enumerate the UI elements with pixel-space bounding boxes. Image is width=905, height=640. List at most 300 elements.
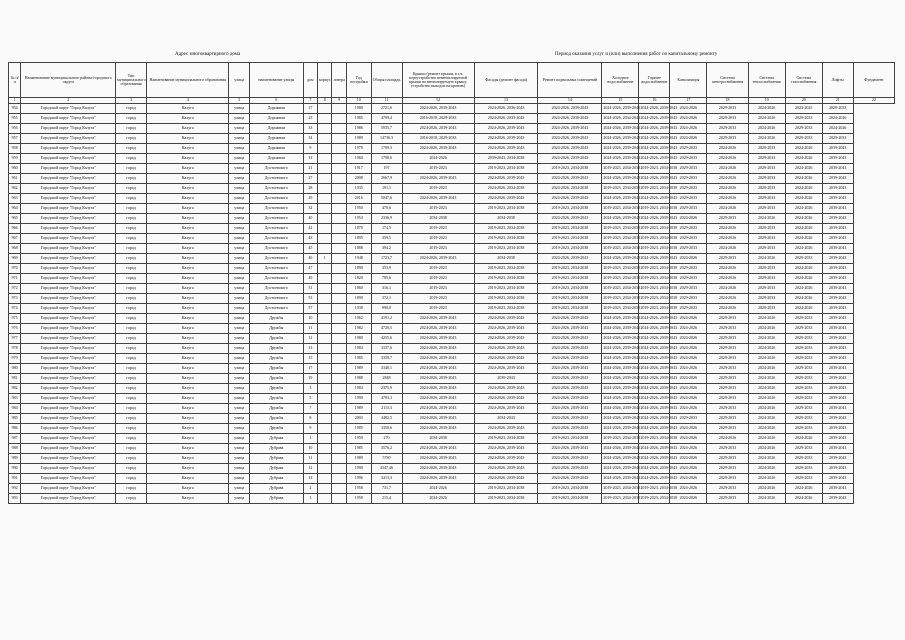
cell-value: 2039-2043 — [822, 404, 853, 414]
column-number: 2 — [21, 98, 116, 104]
cell-value: 2019-2023, 2034-2038 — [538, 434, 602, 444]
cell-value: 2029-2033 — [707, 214, 748, 224]
cell-value — [318, 464, 332, 474]
cell-value: 2029-2033 — [707, 354, 748, 364]
row-number: 973 — [9, 294, 21, 304]
column-number: 8 — [318, 98, 332, 104]
cell-value: 2024-2026 — [785, 164, 822, 174]
cell-value: 1860 — [346, 284, 371, 294]
cell-value: улица — [229, 344, 250, 354]
cell-value: 2024-2026 — [748, 114, 785, 124]
table-row — [9, 274, 895, 284]
cell-value: 2034-2038 — [402, 214, 474, 224]
cell-value: 3 — [303, 494, 317, 504]
table-row — [9, 394, 895, 404]
cell-value: 4255,6 — [371, 334, 402, 344]
mo-name: Калуга — [147, 224, 229, 234]
municipality-name: Городской округ "Город Калуга" — [21, 184, 116, 194]
cell-value: 2019-2023, 2034-2038 — [474, 294, 538, 304]
cell-value: 2024-2026 — [670, 324, 707, 334]
cell-value: 2039-2043 — [822, 184, 853, 194]
cell-value: 2024-2026 — [748, 324, 785, 334]
cell-value: 998,8 — [371, 304, 402, 314]
row-number: 970 — [9, 264, 21, 274]
cell-value — [332, 114, 346, 124]
table-row — [9, 374, 895, 384]
cell-value: 1723,7 — [371, 254, 402, 264]
cell-value: 2019-2023, 2034-2038 — [474, 434, 538, 444]
cell-value: 2029-2033 — [670, 184, 707, 194]
cell-value: 2024-2026, 2034-2043 — [602, 114, 639, 124]
row-number: 989 — [9, 454, 21, 464]
cell-value: 2024-2026, 2039-2043 — [474, 404, 538, 414]
table-row — [9, 354, 895, 364]
table-row — [9, 494, 895, 504]
cell-value: улица — [229, 134, 250, 144]
cell-value: 2034-2038 — [474, 214, 538, 224]
mo-type: город — [116, 364, 147, 374]
cell-value: 2019-2023, 2034-2038 — [639, 484, 670, 494]
cell-value: 2029-2033 — [748, 184, 785, 194]
cell-value: 2024-2026 — [748, 254, 785, 264]
cell-value: 2024-2026, 2034-2038 — [474, 184, 538, 194]
cell-value: 2039-2043 — [822, 304, 853, 314]
cell-value: 11 — [303, 454, 317, 464]
cell-value — [332, 414, 346, 424]
table-row — [9, 204, 895, 214]
cell-value: 2019-2023, 2034-2038 — [474, 234, 538, 244]
cell-value: 1890 — [346, 264, 371, 274]
municipality-name: Городской округ "Город Калуга" — [21, 394, 116, 404]
cell-value: 2019-2023, 2034-2038 — [474, 304, 538, 314]
municipality-name: Городской округ "Город Калуга" — [21, 224, 116, 234]
cell-value: 2024-2026 — [670, 254, 707, 264]
cell-value: 2024-2026, 2036-2043 — [474, 104, 538, 114]
cell-value: 2029-2033 — [748, 234, 785, 244]
municipality-name: Городской округ "Город Калуга" — [21, 104, 116, 114]
cell-value: 57 — [303, 304, 317, 314]
cell-value: 2024-2026 — [670, 374, 707, 384]
cell-value: 2024-2026, 2039-2043 — [639, 334, 670, 344]
cell-value — [332, 284, 346, 294]
cell-value: улица — [229, 494, 250, 504]
table-row — [9, 344, 895, 354]
cell-value: 2039-2043 — [822, 374, 853, 384]
cell-value: 2024-2026 — [707, 244, 748, 254]
cell-value: 2034-2038 — [402, 434, 474, 444]
column-number: 12 — [402, 98, 474, 104]
cell-value: 2024-2026, 2039-2043 — [474, 454, 538, 464]
cell-value: 2029-2033 — [748, 284, 785, 294]
mo-type: город — [116, 454, 147, 464]
cell-value — [332, 254, 346, 264]
cell-value — [318, 174, 332, 184]
cell-value: 1917 — [346, 164, 371, 174]
cell-value: улица — [229, 354, 250, 364]
cell-value: 2024-2026, 2039-2043 — [474, 384, 538, 394]
table-row — [9, 154, 895, 164]
row-number: 957 — [9, 134, 21, 144]
mo-type: город — [116, 444, 147, 454]
cell-value: 2019-2023, 2034-2038 — [602, 294, 639, 304]
cell-value: 5935,7 — [371, 124, 402, 134]
cell-value: 1985 — [346, 114, 371, 124]
cell-value — [332, 134, 346, 144]
mo-type: город — [116, 424, 147, 434]
cell-value — [332, 434, 346, 444]
cell-value: 1990 — [346, 464, 371, 474]
cell-value: 2024-2026, 2039-2043 — [538, 254, 602, 264]
cell-value — [318, 324, 332, 334]
cell-value: 2029-2033 — [748, 274, 785, 284]
cell-value: 2024-2026, 2039-2043 — [538, 124, 602, 134]
cell-value: 2024-2026, 2039-2043 — [474, 474, 538, 484]
cell-value: 2029-2033 — [707, 114, 748, 124]
cell-value: 2019-2023, 2034-2038 — [474, 484, 538, 494]
cell-value — [318, 404, 332, 414]
cell-value — [332, 384, 346, 394]
table-body — [9, 104, 895, 504]
cell-value — [332, 194, 346, 204]
cell-value: 47 — [303, 264, 317, 274]
cell-value: 2024-2026 — [748, 214, 785, 224]
cell-value: 2024-2026, 2039-2043 — [402, 394, 474, 404]
mo-name: Калуга — [147, 154, 229, 164]
cell-value: Дружбы — [250, 354, 304, 364]
cell-value: улица — [229, 194, 250, 204]
mo-type: город — [116, 214, 147, 224]
cell-value: 45 — [303, 244, 317, 254]
table-row — [9, 134, 895, 144]
row-number: 982 — [9, 384, 21, 394]
municipality-name: Городской округ "Город Калуга" — [21, 114, 116, 124]
municipality-name: Городской округ "Город Калуга" — [21, 254, 116, 264]
mo-name: Калуга — [147, 144, 229, 154]
cell-value — [332, 454, 346, 464]
cell-value: 2039-2043 — [822, 364, 853, 374]
cell-value: 1985 — [346, 424, 371, 434]
cell-value: 2024-2026 — [707, 224, 748, 234]
cell-value: 2029-2033 — [785, 324, 822, 334]
cell-value: 1935 — [346, 184, 371, 194]
cell-value: улица — [229, 304, 250, 314]
cell-value: 2024-2026 — [748, 384, 785, 394]
cell-value: 2029-2033 — [670, 264, 707, 274]
cell-value: Дорожная — [250, 124, 304, 134]
cell-value: Достоевского — [250, 184, 304, 194]
mo-name: Калуга — [147, 304, 229, 314]
cell-value — [332, 314, 346, 324]
row-number: 978 — [9, 344, 21, 354]
cell-value: 2024-2026, 2039-2043 — [602, 334, 639, 344]
table-row — [9, 314, 895, 324]
column-number: 14 — [538, 98, 602, 104]
cell-value — [332, 244, 346, 254]
cell-value: Достоевского — [250, 174, 304, 184]
table-row — [9, 284, 895, 294]
cell-value: 2039-2043 — [822, 224, 853, 234]
cell-value: улица — [229, 424, 250, 434]
cell-value: 2019-2023, 2034-2038 — [474, 164, 538, 174]
municipality-name: Городской округ "Город Калуга" — [21, 304, 116, 314]
mo-name: Калуга — [147, 464, 229, 474]
cell-value: улица — [229, 174, 250, 184]
cell-value: 1960 — [346, 154, 371, 164]
column-number: 18 — [707, 98, 748, 104]
cell-value: 2029-2033 — [748, 244, 785, 254]
mo-type: город — [116, 244, 147, 254]
cell-value: улица — [229, 214, 250, 224]
cell-value: Достоевского — [250, 294, 304, 304]
cell-value: 2024-2026 — [670, 334, 707, 344]
cell-value: 2024-2026, 2039-2043 — [538, 344, 602, 354]
municipality-name: Городской округ "Город Калуга" — [21, 354, 116, 364]
mo-type: город — [116, 154, 147, 164]
cell-value: 2024-2026 — [670, 494, 707, 504]
cell-value: 2029-2033 — [707, 374, 748, 384]
municipality-name: Городской округ "Город Калуга" — [21, 384, 116, 394]
cell-value: 2024-2026 — [748, 344, 785, 354]
cell-value: 2019-2023, 2034-2038 — [602, 184, 639, 194]
cell-value: Дружбы — [250, 374, 304, 384]
cell-value: 3350,6 — [371, 424, 402, 434]
cell-value: 2024-2026, 2034-2038 — [538, 184, 602, 194]
municipality-name: Городской округ "Город Калуга" — [21, 174, 116, 184]
cell-value — [318, 154, 332, 164]
cell-value: 2024-2026, 2039-2043 — [474, 444, 538, 454]
cell-value: 470,6 — [371, 204, 402, 214]
cell-value: 2029-2033 — [670, 234, 707, 244]
row-number: 964 — [9, 204, 21, 214]
cell-value: 2029-2033 — [748, 194, 785, 204]
cell-value: 2029-2033 — [785, 414, 822, 424]
mo-name: Калуга — [147, 264, 229, 274]
cell-value: 2024-2026, 2039-2043 — [602, 134, 639, 144]
cell-value — [332, 464, 346, 474]
cell-value: 2024-2026 — [748, 444, 785, 454]
cell-value — [332, 354, 346, 364]
cell-value: 5 — [303, 394, 317, 404]
mo-type: город — [116, 194, 147, 204]
cell-value: 33 — [303, 124, 317, 134]
cell-value: 2029-2033 — [670, 224, 707, 234]
mo-type: город — [116, 434, 147, 444]
municipality-name: Городской округ "Город Калуга" — [21, 344, 116, 354]
cell-value: 2024-2026 — [748, 124, 785, 134]
cell-value: 2024-2026, 2039-2043 — [538, 334, 602, 344]
cell-value — [318, 274, 332, 284]
cell-value: 2024-2026, 2039-2043 — [402, 404, 474, 414]
cell-value: 2029-2033 — [670, 164, 707, 174]
cell-value: 2039-2043 — [822, 424, 853, 434]
cell-value: 2024-2026, 2039-2043 — [402, 374, 474, 384]
cell-value: 2019-2023 — [402, 274, 474, 284]
cell-value — [318, 194, 332, 204]
municipality-name: Городской округ "Город Калуга" — [21, 294, 116, 304]
cell-value: Дорожная — [250, 134, 304, 144]
cell-value: 5047,6 — [371, 194, 402, 204]
cell-value: 2029-2033 — [785, 124, 822, 134]
cell-value: 2019-2023, 2034-2038 — [639, 284, 670, 294]
register-table — [8, 62, 895, 504]
cell-value: 2024-2026 — [748, 334, 785, 344]
cell-value: 1985 — [346, 354, 371, 364]
mo-name: Калуга — [147, 244, 229, 254]
municipality-name: Городской округ "Город Калуга" — [21, 164, 116, 174]
cell-value — [332, 234, 346, 244]
cell-value: 2024-2026, 2039-2043 — [602, 154, 639, 164]
cell-value: 2024-2026, 2039-2043 — [602, 174, 639, 184]
cell-value: 2024-2026, 2039-2043 — [474, 174, 538, 184]
cell-value: 2024-2026, 2039-2043 — [602, 124, 639, 134]
cell-value: 1996 — [346, 474, 371, 484]
cell-value: 2019-2023 — [402, 284, 474, 294]
cell-value: 19 — [303, 374, 317, 384]
mo-type: город — [116, 224, 147, 234]
cell-value: 9 — [303, 424, 317, 434]
cell-value: 215,4 — [371, 494, 402, 504]
cell-value: 2024-2026, 2039-2043 — [639, 354, 670, 364]
cell-value: 2721,6 — [371, 104, 402, 114]
cell-value: 49 — [303, 274, 317, 284]
row-number: 993 — [9, 494, 21, 504]
cell-value: улица — [229, 224, 250, 234]
cell-value: 2029-2033 — [748, 294, 785, 304]
cell-value: 2024-2026 — [785, 144, 822, 154]
cell-value: 2029-2033 — [748, 164, 785, 174]
cell-value: улица — [229, 284, 250, 294]
cell-value: 2024-2026, 2039-2043 — [639, 414, 670, 424]
cell-value: улица — [229, 124, 250, 134]
row-number: 954 — [9, 104, 21, 114]
cell-value: 2024-2026 — [707, 304, 748, 314]
cell-value: 2023-2025 — [785, 104, 822, 114]
cell-value: улица — [229, 454, 250, 464]
cell-value: 2024-2026 — [748, 464, 785, 474]
cell-value — [332, 364, 346, 374]
cell-value: 11 — [303, 154, 317, 164]
municipality-name: Городской округ "Город Калуга" — [21, 494, 116, 504]
mo-name: Калуга — [147, 424, 229, 434]
cell-value: 2029-2033 — [670, 144, 707, 154]
row-number: 984 — [9, 404, 21, 414]
mo-type: город — [116, 404, 147, 414]
cell-value — [318, 114, 332, 124]
cell-value: 2024-2026, 2039-2043 — [602, 364, 639, 374]
cell-value: 2024-2026 — [670, 134, 707, 144]
cell-value: 394,2 — [371, 244, 402, 254]
cell-value: улица — [229, 184, 250, 194]
cell-value — [332, 374, 346, 384]
cell-value: 2019-2023, 2034-2038 — [602, 234, 639, 244]
cell-value: 2039-2043 — [822, 154, 853, 164]
cell-value: 3413,3 — [371, 474, 402, 484]
cell-value: 2019-2023, 2034-2038 — [474, 494, 538, 504]
mo-type: город — [116, 324, 147, 334]
cell-value: 2029-2033 — [707, 104, 748, 114]
cell-value: 4347,46 — [371, 464, 402, 474]
cell-value: 2024-2026 — [748, 424, 785, 434]
cell-value: 2024-2026, 2039-2043 — [639, 394, 670, 404]
cell-value: 2024-2026 — [748, 454, 785, 464]
cell-value: 2024-2026, 2039-2043 — [602, 254, 639, 264]
cell-value: 2024-2026, 2039-2043 — [602, 104, 639, 114]
row-number: 979 — [9, 354, 21, 364]
mo-name: Калуга — [147, 284, 229, 294]
cell-value: 2024-2026 — [785, 154, 822, 164]
cell-value: 5730 — [371, 454, 402, 464]
mo-name: Калуга — [147, 104, 229, 114]
cell-value: 2029-2033 — [707, 454, 748, 464]
cell-value: 2024-2026 — [748, 494, 785, 504]
cell-value — [332, 184, 346, 194]
cell-value: 2039-2043 — [822, 394, 853, 404]
row-number: 971 — [9, 274, 21, 284]
cell-value: 1985 — [346, 444, 371, 454]
cell-value: 11 — [303, 324, 317, 334]
cell-value: Дубрава — [250, 464, 304, 474]
cell-value: 2024-2026 — [707, 234, 748, 244]
cell-value: 2024-2026 — [670, 214, 707, 224]
cell-value: 2039-2043 — [822, 384, 853, 394]
table-row — [9, 444, 895, 454]
cell-value: 2024-2026 — [785, 224, 822, 234]
cell-value: 2024-2026, 2039-2043 — [602, 384, 639, 394]
row-number: 962 — [9, 184, 21, 194]
cell-value: Дружбы — [250, 384, 304, 394]
cell-value: 2024-2026, 2039-2043 — [402, 314, 474, 324]
cell-value: 2029-2033 — [707, 334, 748, 344]
table-row — [9, 454, 895, 464]
cell-value: 2024-2026 — [785, 184, 822, 194]
table-row — [9, 414, 895, 424]
cell-value: 2024-2026, 2039-2043 — [639, 324, 670, 334]
cell-value: 1790,6 — [371, 154, 402, 164]
mo-name: Калуга — [147, 444, 229, 454]
cell-value: 2029-2033 — [748, 204, 785, 214]
row-number: 956 — [9, 124, 21, 134]
cell-value: 174,5 — [371, 224, 402, 234]
cell-value: 2019-2023, 2034-2038 — [602, 434, 639, 444]
cell-value: 2024-2026 — [670, 484, 707, 494]
row-number: 988 — [9, 444, 21, 454]
cell-value: 2039-2043 — [822, 344, 853, 354]
municipality-name: Городской округ "Город Калуга" — [21, 234, 116, 244]
mo-name: Калуга — [147, 404, 229, 414]
column-header: Фасады (ремонт фасада) — [474, 63, 538, 98]
cell-value: Достоевского — [250, 284, 304, 294]
cell-value: 3358,7 — [371, 354, 402, 364]
cell-value: 2039-2043 — [822, 444, 853, 454]
cell-value: Дружбы — [250, 334, 304, 344]
table-row — [9, 234, 895, 244]
cell-value: 2024-2026 — [748, 134, 785, 144]
cell-value: 2024-2026 — [707, 154, 748, 164]
cell-value: 2024-2026 — [707, 174, 748, 184]
cell-value: 2024-2026, 2039-2043 — [639, 154, 670, 164]
cell-value: 2024-2026 — [748, 434, 785, 444]
mo-name: Калуга — [147, 174, 229, 184]
column-number: 15 — [602, 98, 639, 104]
cell-value: 2024-2026, 2039-2043 — [602, 474, 639, 484]
cell-value: 2029-2033 — [707, 324, 748, 334]
cell-value: 2024-2026 — [670, 454, 707, 464]
cell-value: 2024-2026, 2039-2043 — [602, 324, 639, 334]
cell-value: 46 — [303, 254, 317, 264]
mo-name: Калуга — [147, 394, 229, 404]
cell-value: 13 — [303, 474, 317, 484]
mo-name: Калуга — [147, 164, 229, 174]
